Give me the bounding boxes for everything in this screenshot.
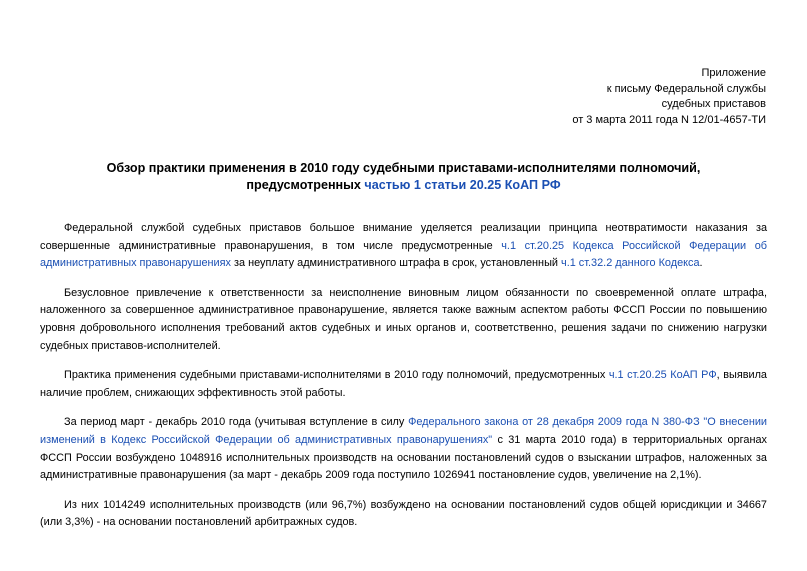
paragraph-1-text-3: . [699, 257, 703, 270]
appendix-line-2: к письму Федеральной службы [606, 82, 766, 95]
paragraph-5-text: Из них 1014249 исполнительных производств (или 96,7%) возбуждено на основании постановлений судов общей юрисдикции и 34667 (или 3,3%) - на основании постановлений арбитражных судов. [40, 498, 767, 529]
appendix-line-3: судебных приставов [661, 98, 766, 110]
paragraph-3-text-2: , выявила наличие проблем, снижающих эффективность этой работы. [40, 369, 767, 399]
title-line-2 [40, 177, 767, 194]
title-line-2-text: предусмотренных [246, 178, 365, 192]
document-title [40, 160, 767, 194]
title-line-1: Обзор практики применения в 2010 году судебными приставами-исполнителями полномочий, [106, 161, 701, 175]
koap-32-2-link[interactable]: ч.1 ст.32.2 данного Кодекса [561, 257, 700, 270]
title-law-link[interactable]: частью 1 статьи 20.25 КоАП РФ [364, 178, 561, 192]
paragraph-4-text-1: За период март - декабрь 2010 года (учитывая вступление в силу [64, 416, 409, 429]
paragraph-1-text-2: за неуплату административного штрафа в срок, установленный [230, 257, 562, 270]
koap-20-25-link[interactable]: ч.1 ст.20.25 Кодекса Российской Федерации об административных правонарушениях [40, 239, 768, 270]
paragraph-1 [40, 220, 767, 273]
paragraph-2 [40, 285, 767, 355]
koap-20-25-short-link[interactable]: ч.1 ст.20.25 КоАП РФ [608, 369, 717, 382]
federal-law-380-fz-link[interactable]: Федерального закона от 28 декабря 2009 года N 380-ФЗ "О внесении изменений в Кодекс Российской Федерации об административных правонарушениях" [40, 416, 767, 446]
appendix-line-1: Приложение [701, 67, 766, 79]
paragraph-2-text: Безусловное привлечение к ответственности за неисполнение виновным лицом обязанности по своевременной оплате штрафа, наложенного за совершенное административное правонарушение, является также важным аспектом работы ФССП России по повышению уровня добровольного исполнения требований актов судебных и иных органов и, соответственно, решения задачи по снижению нагрузки судебных приставов-исполнителей. [40, 286, 767, 352]
appendix-line-4: от 3 марта 2011 года N 12/01-4657-ТИ [572, 113, 766, 126]
paragraph-4 [40, 414, 767, 484]
paragraph-1-text-1: Федеральной службой судебных приставов большое внимание уделяется реализации принципа неотвратимости наказания за совершенные административные правонарушения, в том числе предусмотренные [40, 222, 767, 252]
paragraph-3-text-1: Практика применения судебными приставами-исполнителями в 2010 году полномочий, предусмотренных [64, 369, 609, 382]
appendix-header [572, 66, 766, 128]
document-body [40, 220, 767, 544]
paragraph-5 [40, 497, 767, 532]
paragraph-4-text-2: с 31 марта 2010 года) в территориальных органах ФССП России возбуждено 1048916 исполнительных производств на основании постановлений судов о взыскании штрафов, наложенных за административные правонарушения (за март - декабрь 2009 года поступило 1026941 постановление судов, увеличение на 2,1%). [40, 433, 767, 482]
paragraph-3 [40, 367, 767, 402]
